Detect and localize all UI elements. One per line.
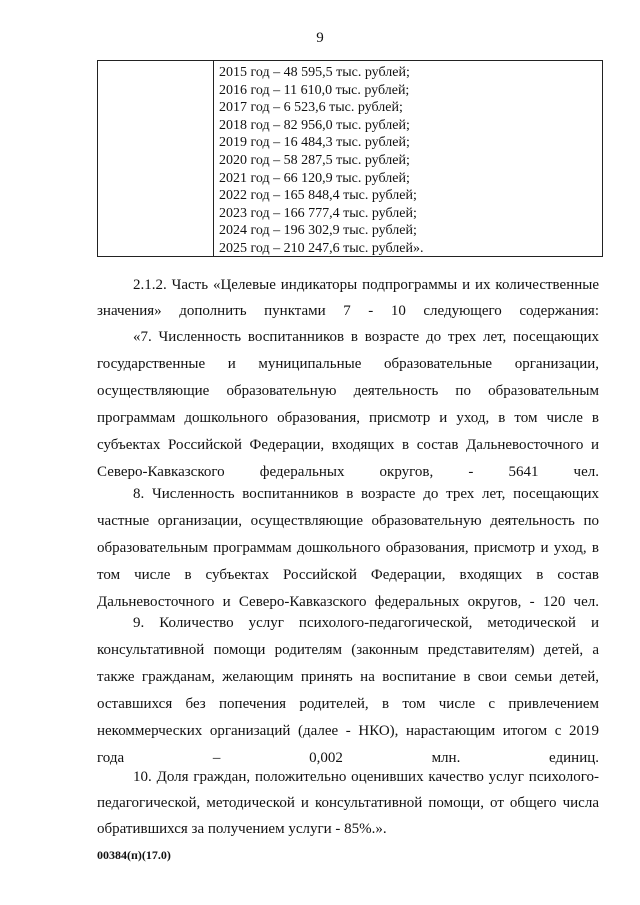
indicator-item-10 bbox=[97, 764, 599, 842]
budget-line: 2022 год – 165 848,4 тыс. рублей; bbox=[219, 188, 417, 204]
paragraph-text: «7. Численность воспитанников в возрасте до трех лет, посещающих государственные и муниципальные образовательные организации, осуществляющие образовательную деятельность по образовательным программам дошкольного образования, присмотр и уход, в том числе в субъектах Российской Федерации, входящих в состав Дальневосточного и Северо-Кавказского федеральных округов, - 5641 чел. bbox=[97, 329, 599, 480]
indicator-item-8 bbox=[97, 481, 599, 616]
page-number: 9 bbox=[316, 30, 324, 46]
budget-line: 2015 год – 48 595,5 тыс. рублей; bbox=[219, 65, 410, 80]
indicator-item-7 bbox=[97, 324, 599, 486]
budget-line: 2023 год – 166 777,4 тыс. рублей; bbox=[219, 205, 417, 221]
budget-line: 2018 год – 82 956,0 тыс. рублей; bbox=[219, 117, 410, 133]
table-column-divider bbox=[213, 61, 214, 256]
budget-line: 2020 год – 58 287,5 тыс. рублей; bbox=[219, 152, 410, 168]
paragraph-text: 8. Численность воспитанников в возрасте до трех лет, посещающих частные организации, осуществляющие образовательную деятельность по образовательным программам дошкольного образования, присмотр и уход, в том числе в субъектах Российской Федерации, входящих в состав Дальневосточного и Северо-Кавказского федеральных округов, - 120 чел. bbox=[97, 486, 599, 610]
budget-line: 2017 год – 6 523,6 тыс. рублей; bbox=[219, 100, 403, 116]
paragraph-text: 2.1.2. Часть «Целевые индикаторы подпрограммы и их количественные значения» дополнить пунктами 7 - 10 следующего содержания: bbox=[97, 277, 599, 319]
paragraph-text: 9. Количество услуг психолого-педагогической, методической и консультативной помощи родителям (законным представителям) детей, а также гражданам, желающим принять на воспитание в свои семьи детей, оставшихся без попечения родителей, в том числе с привлечением некоммерческих организаций (далее - НКО), нарастающим итогом с 2019 года – 0,002 млн. единиц. bbox=[97, 615, 599, 766]
indicator-item-9 bbox=[97, 610, 599, 772]
budget-line: 2021 год – 66 120,9 тыс. рублей; bbox=[219, 170, 410, 186]
paragraph-2-1-2 bbox=[97, 272, 599, 324]
budget-line: 2016 год – 11 610,0 тыс. рублей; bbox=[219, 82, 410, 98]
paragraph-text: 10. Доля граждан, положительно оценивших качество услуг психолого-педагогической, методической и консультативной помощи, от общего числа обратившихся за получением услуги - 85%.». bbox=[97, 769, 599, 837]
budget-line: 2024 год – 196 302,9 тыс. рублей; bbox=[219, 223, 417, 239]
budget-table bbox=[97, 60, 603, 257]
document-code: 00384(п)(17.0) bbox=[97, 848, 171, 862]
budget-list bbox=[219, 64, 423, 258]
budget-line: 2019 год – 16 484,3 тыс. рублей; bbox=[219, 135, 410, 151]
budget-line: 2025 год – 210 247,6 тыс. рублей». bbox=[219, 240, 424, 256]
